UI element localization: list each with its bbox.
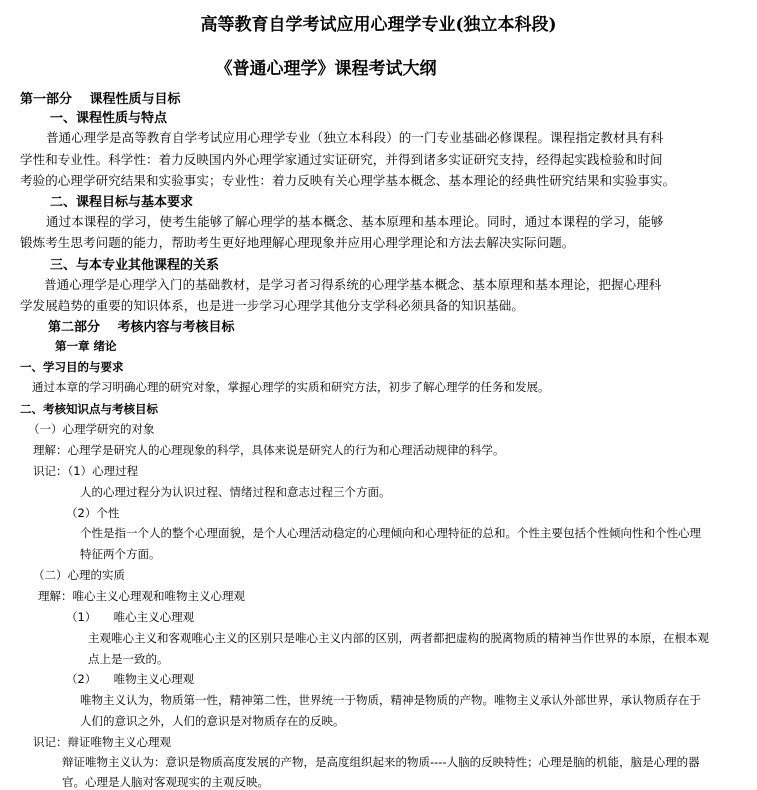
part1-heading: 第一部分 课程性质与目标 (20, 92, 181, 107)
knowledge-point: （一）心理学研究的对象 (28, 422, 155, 436)
body-line: 唯物主义认为，物质第一性，精神第二性，世界统一于物质，精神是物质的产物。唯物主义承认外部世界，承认物质存在于 (80, 693, 701, 707)
body-line: 辩证唯物主义认为：意识是物质高度发展的产物，是高度组织起来的物质----人脑的反映特性；心理是脑的机能，脑是心理的器 (62, 755, 700, 769)
item-label: （2）个性 (66, 506, 120, 520)
course-title: 《普通心理学》课程考试大纲 (215, 59, 437, 79)
section2-heading: 二、课程目标与基本要求 (50, 195, 194, 210)
section3-heading: 三、与本专业其他课程的关系 (50, 258, 220, 273)
body-line: 点上是一致的。 (88, 652, 169, 666)
section1-line: 考验的心理学研究结果和实验事实；专业性：着力反映有关心理学基本概念、基本理论的经典性研究结果和实验事实。 (20, 173, 676, 188)
study-goal-heading: 一、学习目的与要求 (20, 360, 124, 374)
item-label: （2） 唯物主义心理观 (66, 672, 195, 686)
section1-line: 学性和专业性。科学性：着力反映国内外心理学家通过实证研究，并得到诸多实证研究支持，经得起实践检验和时间 (20, 152, 663, 167)
section3-line: 普通心理学是心理学入门的基础教材，是学习者习得系统的心理学基本概念、基本原理和基本理论，把握心理科 (44, 277, 662, 292)
item-label: （1） 唯心主义心理观 (66, 610, 195, 624)
knowledge-point: （二）心理的实质 (33, 568, 125, 582)
section1-line: 普通心理学是高等教育自学考试应用心理学专业（独立本科段）的一门专业基础必修课程。课程指定教材具有科 (46, 130, 664, 145)
study-goal-text: 通过本章的学习明确心理的研究对象，掌握心理学的实质和研究方法，初步了解心理学的任务和发展。 (32, 380, 550, 394)
section1-heading: 一、课程性质与特点 (50, 111, 168, 126)
understand-line: 理解：唯心主义心理观和唯物主义心理观 (38, 589, 245, 603)
identify-line: 识记：（1）心理过程 (33, 464, 139, 478)
chapter-heading: 第一章 绪论 (55, 339, 117, 353)
identify-line: 识记：辩证唯物主义心理观 (33, 735, 171, 749)
body-line: 人们的意识之外，人们的意识是对物质存在的反映。 (80, 714, 345, 728)
part2-heading: 第二部分 考核内容与考核目标 (48, 320, 235, 335)
body-line: 官。心理是人脑对客观现实的主观反映。 (62, 775, 269, 789)
assessment-heading: 二、考核知识点与考核目标 (20, 402, 158, 416)
body-line: 主观唯心主义和客观唯心主义的区别只是唯心主义内部的区别，两者都把虚构的脱离物质的精神当作世界的本原，在根本观 (88, 631, 709, 645)
document-title: 高等教育自学考试应用心理学专业(独立本科段) (200, 15, 557, 35)
section2-line: 锻炼考生思考问题的能力，帮助考生更好地理解心理现象并应用心理学理论和方法去解决实际问题。 (20, 235, 575, 250)
body-line: 个性是指一个人的整个心理面貌，是个人心理活动稳定的心理倾向和心理特征的总和。个性主要包括个性倾向性和个性心理 (80, 526, 701, 540)
body-line: 特征两个方面。 (80, 547, 161, 561)
section3-line: 学发展趋势的重要的知识体系，也是进一步学习心理学其他分支学科必须具备的知识基础。 (20, 298, 525, 313)
understand-line: 理解：心理学是研究人的心理现象的科学，具体来说是研究人的行为和心理活动规律的科学。 (33, 443, 505, 457)
section2-line: 通过本课程的学习，使考生能够了解心理学的基本概念、基本原理和基本理论。同时，通过本课程的学习，能够 (46, 214, 664, 229)
body-line: 人的心理过程分为认识过程、情绪过程和意志过程三个方面。 (80, 485, 391, 499)
